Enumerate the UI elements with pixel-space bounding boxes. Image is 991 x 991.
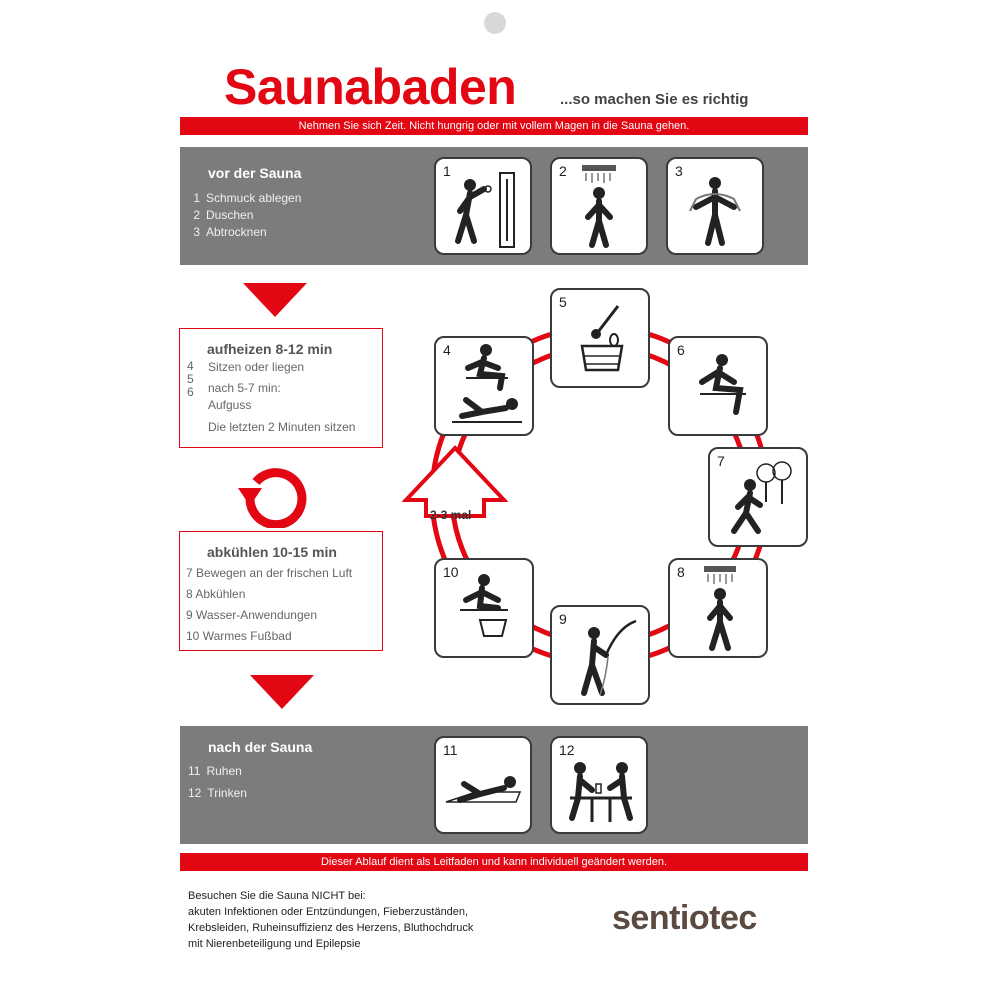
towel-icon	[668, 159, 762, 253]
list-item: 12 Trinken	[188, 786, 247, 800]
warning-title: Besuchen Sie die Sauna NICHT bei:	[188, 890, 366, 902]
step-card-8: 8	[668, 558, 768, 658]
list-item: 9 Wasser-Anwendungen	[186, 608, 317, 622]
rest-lying-icon	[436, 738, 530, 832]
cool-down-box	[179, 531, 383, 651]
list-item: 11 Ruhen	[188, 764, 242, 778]
step-card-9: 9	[550, 605, 650, 705]
cool-down-title: abkühlen 10-15 min	[207, 544, 337, 560]
arrow-down-icon	[250, 675, 314, 709]
warning-line: mit Nierenbeteiligung und Epilepsie	[188, 938, 361, 950]
list-item: 8 Abkühlen	[186, 587, 246, 601]
water-hose-icon	[552, 607, 648, 703]
warning-line: Krebsleiden, Ruheinsuffizienz des Herzens, Bluthochdruck	[188, 922, 474, 934]
arrow-down-icon	[243, 283, 307, 317]
list-item: 1 Schmuck ablegen	[193, 191, 302, 205]
footer-banner: Dieser Ablauf dient als Leitfaden und kann individuell geändert werden.	[180, 853, 808, 871]
before-sauna-list	[182, 190, 301, 241]
jewelry-icon	[436, 159, 530, 253]
fresh-air-icon	[710, 449, 806, 545]
sitting-icon	[670, 338, 766, 434]
brand-logo: sentiotec	[612, 899, 757, 937]
warning-note	[188, 888, 473, 952]
page-subtitle: ...so machen Sie es richtig	[560, 91, 749, 108]
repeat-label: 2-3 mal	[430, 508, 472, 522]
step-card-5: 5	[550, 288, 650, 388]
list-item: 2 Duschen	[193, 208, 254, 222]
heat-up-box	[179, 328, 383, 448]
step-card-4: 4	[434, 336, 534, 436]
page-title: Saunabaden	[224, 59, 517, 115]
list-item: 10 Warmes Fußbad	[186, 629, 292, 643]
intro-banner: Nehmen Sie sich Zeit. Nicht hungrig oder mit vollem Magen in die Sauna gehen.	[180, 117, 808, 135]
cold-shower-icon	[670, 560, 766, 656]
warning-line: akuten Infektionen oder Entzündungen, Fieberzuständen,	[188, 906, 469, 918]
after-sauna-list	[188, 760, 247, 804]
shower-icon	[552, 159, 646, 253]
step-card-2: 2	[550, 157, 648, 255]
heat-up-numbers: 4 5 6	[187, 359, 194, 399]
step-card-7: 7	[708, 447, 808, 547]
sit-lie-icon	[436, 338, 532, 434]
list-item: 7 Bewegen an der frischen Luft	[186, 566, 353, 580]
step-card-12: 12	[550, 736, 648, 834]
after-sauna-title: nach der Sauna	[208, 739, 313, 755]
heat-up-text: Sitzen oder liegen nach 5-7 min: Aufguss Die letzten 2 Minuten sitzen	[208, 360, 356, 434]
step-card-11: 11	[434, 736, 532, 834]
list-item: 3 Abtrocknen	[193, 225, 267, 239]
step-card-6: 6	[668, 336, 768, 436]
before-sauna-title: vor der Sauna	[208, 165, 302, 181]
footbath-icon	[436, 560, 532, 656]
repeat-icon	[236, 458, 312, 528]
step-card-1: 1	[434, 157, 532, 255]
drinking-icon	[552, 738, 646, 832]
cool-down-list	[186, 563, 352, 647]
heat-up-title: aufheizen 8-12 min	[207, 341, 333, 357]
infusion-bucket-icon	[552, 290, 648, 386]
hanging-hole	[484, 12, 506, 34]
step-card-3: 3	[666, 157, 764, 255]
step-card-10: 10	[434, 558, 534, 658]
